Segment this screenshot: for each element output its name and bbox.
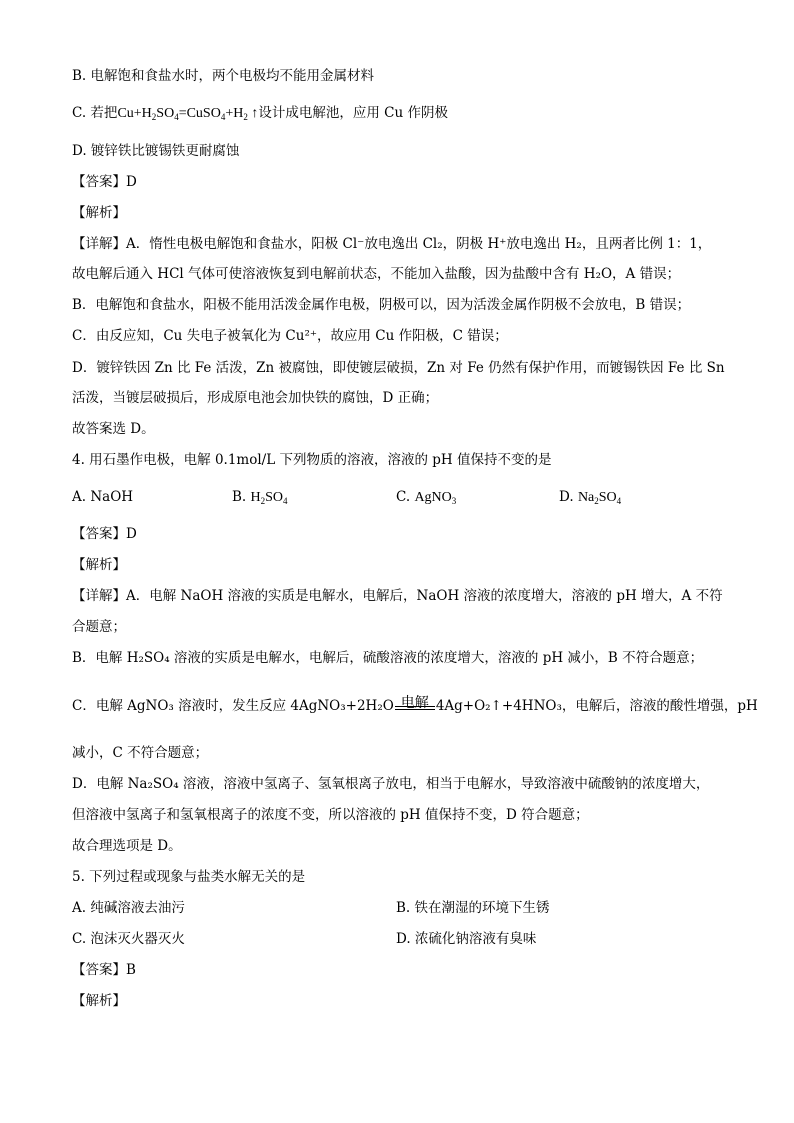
q5-option-b: B. 铁在潮湿的环境下生锈: [396, 900, 550, 916]
q3-detail-c: C．由反应知，Cu 失电子被氧化为 Cu²⁺，故应用 Cu 作阳极，C 错误；: [72, 328, 508, 344]
electrolysis-condition-label: 电解: [400, 695, 429, 711]
q4-answer: 【答案】D: [72, 526, 137, 542]
q3-answer: 【答案】D: [72, 174, 137, 190]
q4-option-b-letter: B.: [232, 489, 247, 505]
q4-stem: 4. 用石墨作电极，电解 0.1mol/L 下列物质的溶液，溶液的 pH 值保持不变的是: [72, 452, 552, 468]
q3-option-d: D. 镀锌铁比镀锡铁更耐腐蚀: [72, 143, 240, 159]
q3-option-c-prefix: C. 若把: [72, 105, 118, 121]
q3-detail-a-line2: 故电解后通入 HCl 气体可使溶液恢复到电解前状态，不能加入盐酸，因为盐酸中含有 H₂O，A 错误；: [72, 266, 681, 282]
q4-option-b: [232, 487, 288, 508]
q3-analysis-heading: 【解析】: [72, 205, 126, 221]
q4-detail-a-line2: 合题意；: [72, 619, 126, 635]
q4-detail-c-line2: 减小，C 不符合题意；: [72, 745, 209, 761]
q4-option-a: A. NaOH: [72, 489, 134, 505]
q4-option-b-formula: $H_2SO_4$: [250, 490, 288, 506]
q4-detail-b: B．电解 H₂SO₄ 溶液的实质是电解水，电解后，硫酸溶液的浓度增大，溶液的 pH 减小，B 不符合题意；: [72, 650, 704, 666]
q4-detail-d-line2: 但溶液中氢离子和氢氧根离子的浓度不变，所以溶液的 pH 值保持不变，D 符合题意；: [72, 807, 589, 823]
q3-conclusion: 故答案选 D。: [72, 421, 155, 437]
q4-option-c-letter: C.: [396, 489, 411, 505]
q4-option-c-formula: AgNO$_3$: [414, 490, 457, 506]
q4-detail-c-prefix: C．电解 AgNO₃ 溶液时，发生反应 4AgNO₃+2H₂O: [72, 698, 394, 714]
q3-option-c-suffix: 设计成电解池，应用 Cu 作阴极: [258, 105, 448, 121]
q5-stem: 5. 下列过程或现象与盐类水解无关的是: [72, 869, 306, 885]
q4-analysis-heading: 【解析】: [72, 557, 126, 573]
q4-option-d: [559, 487, 621, 508]
q4-detail-a-line1: 【详解】A．电解 NaOH 溶液的实质是电解水，电解后，NaOH 溶液的浓度增大，溶液的 pH 增大，A 不符: [72, 588, 723, 604]
q3-option-c-equation: $Cu+H_2SO_4=CuSO_4+H_2$ ↑: [117, 106, 259, 122]
q4-detail-c-line1: [72, 696, 758, 716]
q5-option-c: C. 泡沫灭火器灭火: [72, 931, 185, 947]
q5-option-d: D. 浓硫化钠溶液有臭味: [396, 931, 537, 947]
q4-option-d-letter: D.: [559, 489, 574, 505]
q4-option-c: [396, 487, 456, 508]
q3-detail-b: B．电解饱和食盐水，阳极不能用活泼金属作电极，阴极可以，因为活泼金属作阴极不会放电，B 错误；: [72, 297, 691, 313]
q3-detail-a-line1: 【详解】A．惰性电极电解饱和食盐水，阳极 Cl⁻放电逸出 Cl₂，阴极 H⁺放电逸出 H₂，且两者比例 1：1，: [72, 236, 712, 252]
q3-detail-d-line2: 活泼，当镀层破损后，形成原电池会加快铁的腐蚀，D 正确；: [72, 390, 439, 406]
q5-analysis-heading: 【解析】: [72, 993, 126, 1009]
q3-option-c: [72, 103, 448, 124]
q4-conclusion: 故合理选项是 D。: [72, 838, 182, 854]
q5-option-a: A. 纯碱溶液去油污: [72, 900, 185, 916]
q4-detail-d-line1: D．电解 Na₂SO₄ 溶液，溶液中氢离子、氢氧根离子放电，相当于电解水，导致溶液中硫酸钠的浓度增大，: [72, 776, 710, 792]
q4-option-d-formula: $Na_2SO_4$: [577, 490, 622, 506]
q3-detail-d-line1: D．镀锌铁因 Zn 比 Fe 活泼，Zn 被腐蚀，即使镀层破损，Zn 对 Fe 仍然有保护作用，而镀锡铁因 Fe 比 Sn: [72, 360, 725, 376]
q5-answer: 【答案】B: [72, 962, 136, 978]
q4-detail-c-suffix: 4Ag+O₂↑+4HNO₃，电解后，溶液的酸性增强，pH: [435, 698, 758, 714]
q3-option-b: B. 电解饱和食盐水时，两个电极均不能用金属材料: [72, 68, 375, 84]
